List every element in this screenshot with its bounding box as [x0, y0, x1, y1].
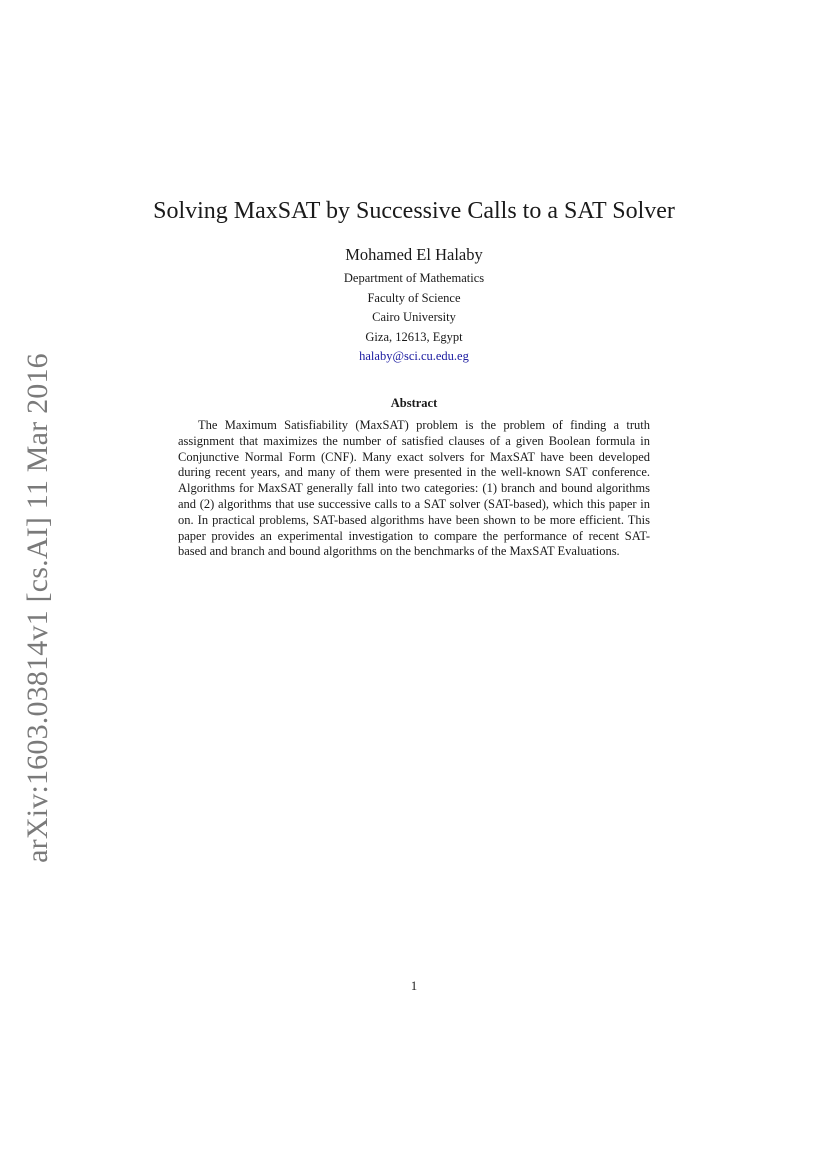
author-block: [0, 245, 828, 367]
affiliation-address: Giza, 12613, Egypt: [365, 329, 463, 344]
author-email-link[interactable]: halaby@sci.cu.edu.eg: [359, 349, 469, 363]
affiliation-faculty: Faculty of Science: [367, 290, 461, 305]
author-name: Mohamed El Halaby: [345, 245, 483, 264]
arxiv-identifier-stamp[interactable]: arXiv:1603.03814v1 [cs.AI] 11 Mar 2016: [21, 353, 54, 863]
paper-title: Solving MaxSAT by Successive Calls to a SAT Solver: [153, 198, 675, 224]
affiliation-university: Cairo University: [372, 310, 456, 324]
affiliation-department: Department of Mathematics: [343, 271, 485, 285]
abstract-heading: Abstract: [390, 396, 438, 410]
abstract-text: The Maximum Satisfiability (MaxSAT) problem is the problem of finding a truth assignment that maximizes the number of satisfied clauses of a given Boolean formula in Conjunctive Normal Form (CNF). Many exact solvers for MaxSAT have been developed during recent years, and many of them were presented in the well-known SAT conference. Algorithms for MaxSAT generally fall into two categories: (1) branch and bound algorithms and (2) algorithms that use successive calls to a SAT solver (SAT-based), which this paper in on. In practical problems, SAT-based algorithms have been shown to be more efficient. This paper provides an experimental investigation to compare the performance of recent SAT-based and branch and bound algorithms on the benchmarks of the MaxSAT Evaluations.: [178, 418, 650, 559]
page-number: 1: [410, 979, 418, 993]
